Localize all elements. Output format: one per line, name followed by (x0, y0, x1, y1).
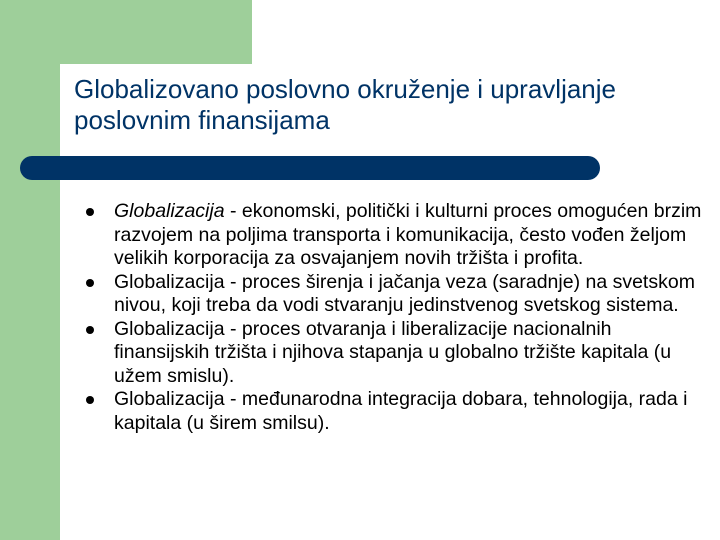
bullet-term: Globalizacija (114, 317, 225, 340)
bullet-term: Globalizacija (114, 270, 225, 293)
bullet-item-1 (84, 200, 704, 271)
bullet-text: - ekonomski, politički i kulturni proces omogućen brzim razvojem na poljima transporta i komunikacija, često vođen željom velikih korporacija za osvajanjem novih tržišta i profita. (114, 200, 702, 269)
bullet-text: - međunarodna integracija dobara, tehnologija, rada i kapitala (u širem smilsu). (114, 388, 688, 434)
title-divider-bar (20, 156, 600, 180)
bullet-list (84, 200, 704, 435)
bullet-item-2 (84, 271, 704, 318)
bullet-dot-icon (86, 396, 94, 404)
slide-title: Globalizovano poslovno okruženje i upravljanje poslovnim finansijama (74, 74, 617, 135)
bullet-item-3 (84, 318, 704, 389)
bullet-dot-icon (86, 208, 94, 216)
accent-bar-left (0, 0, 60, 540)
bullet-dot-icon (86, 326, 94, 334)
bullet-term: Globalizacija (114, 200, 225, 222)
bullet-text: - proces širenja i jačanja veza (saradnje) na svetskom nivou, koji treba da vodi stvaranju jedinstvenog svetskog sistema. (114, 270, 695, 316)
bullet-dot-icon (86, 279, 94, 287)
bullet-term: Globalizacija (114, 388, 225, 410)
bullet-item-4 (84, 388, 704, 435)
bullet-text: - proces otvaranja i liberalizacije nacionalnih finansijskih tržišta i njihova stapanja u globalno tržište kapitala (u užem smislu). (114, 317, 672, 387)
